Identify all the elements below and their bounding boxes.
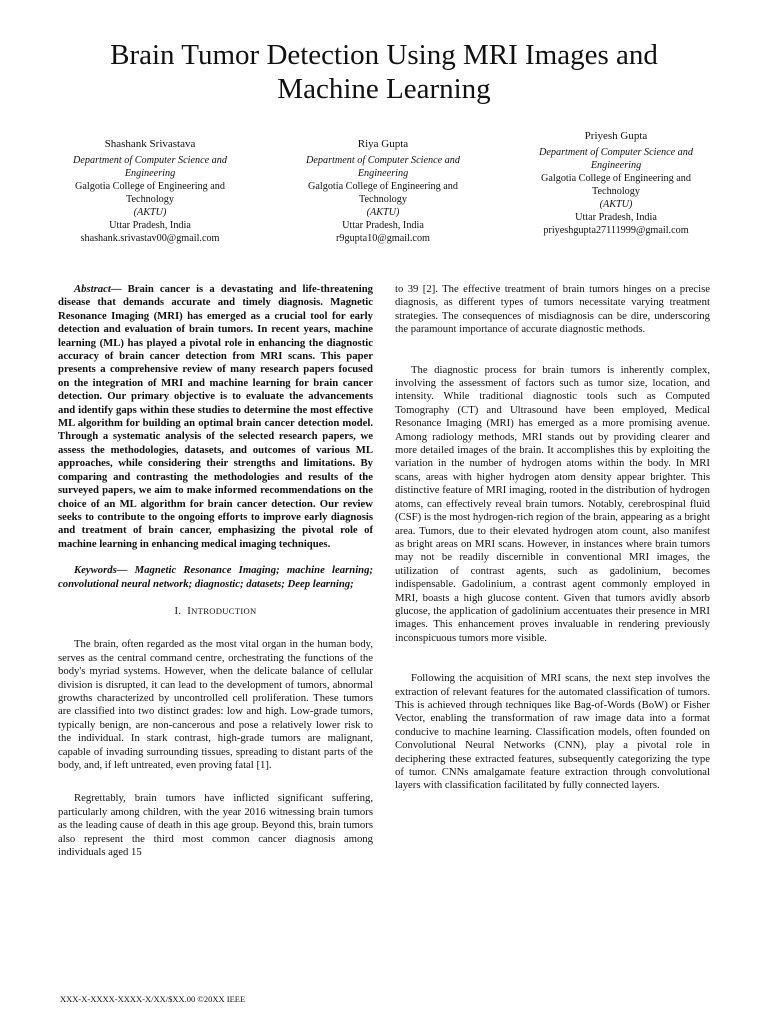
author-college: Galgotia College of Engineering and Technology — [308, 181, 458, 205]
author-department: Department of Computer Science and Engineering — [539, 147, 693, 171]
abstract-label: Abstract— — [74, 283, 122, 295]
right-column — [395, 283, 710, 793]
author-department: Department of Computer Science and Engineering — [306, 155, 460, 179]
keywords-text: Magnetic Resonance Imaging; machine learning; convolutional neural network; diagnostic; datasets; Deep learning; — [58, 564, 374, 590]
author-department: Department of Computer Science and Engineering — [73, 155, 227, 179]
abstract — [58, 283, 373, 551]
author-affiliation: (AKTU) — [133, 207, 167, 218]
author-email[interactable]: priyeshgupta27111999@gmail.com — [543, 225, 689, 236]
author-affiliation: (AKTU) — [366, 207, 400, 218]
author-name: Priyesh Gupta — [584, 130, 648, 142]
paper-title: Brain Tumor Detection Using MRI Images and Machine Learning — [110, 39, 658, 105]
abstract-text: Brain cancer is a devastating and life-threatening disease that demands accurate and timely diagnosis. Magnetic Resonance Imaging (MRI) has emerged as a crucial tool for early detection and evaluation of brain tumors. In recent years, machine learning (ML) has played a pivotal role in enhancing the diagnostic accuracy of brain cancer detection from MRI scans. This paper presents a comprehensive review of many research papers focused on the integration of MRI and machine learning for brain cancer detection. Our primary objective is to evaluate the advancements and identify gaps within these studies to determine the most effective ML algorithm for building an optimal brain cancer detection model. Through a systematic analysis of the selected research papers, we assess the methodologies, datasets, and outcomes of various ML approaches, while considering their strengths and limitations. By comparing and contrasting the methodologies and results of the surveyed papers, we aim to make informed recommendations on the choice of an ML algorithm for brain cancer detection. Our review seeks to contribute to the ongoing efforts to improve early diagnosis and treatment of brain cancer, emphasizing the pivotal role of machine learning in enhancing medical imaging techniques. — [58, 283, 373, 550]
keywords — [58, 564, 373, 591]
author-college: Galgotia College of Engineering and Technology — [541, 173, 691, 197]
intro-paragraph-2-continued: to 39 [2]. The effective treatment of brain tumors hinges on a precise diagnosis, as different types of tumors necessitate varying treatment strategies. The consequences of misdiagnosis can be dire, underscoring the paramount importance of accurate diagnostic methods. — [395, 283, 710, 336]
author-block-2 — [283, 138, 483, 245]
author-location: Uttar Pradesh, India — [109, 220, 191, 231]
section-heading-introduction — [58, 605, 373, 618]
author-email[interactable]: r9gupta10@gmail.com — [336, 233, 430, 244]
author-name: Riya Gupta — [357, 138, 409, 150]
section-number: I. — [174, 604, 182, 617]
intro-paragraph-1: The brain, often regarded as the most vital organ in the human body, serves as the central command centre, orchestrating the functions of the body's myriad systems. However, when the delicate balance of cellular division is disrupted, it can lead to the development of tumors, abnormal growths characterized by uncontrolled cell proliferation. These tumors are classified into two distinct grades: low and high. Low-grade tumors, typically benign, are non-cancerous and pose a relatively lower risk to the individual. In stark contrast, high-grade tumors are malignant, capable of invading surrounding tissues, spreading to distant parts of the body, and, if left untreated, even proving fatal [1]. — [58, 638, 373, 771]
author-location: Uttar Pradesh, India — [575, 212, 657, 223]
intro-paragraph-3: The diagnostic process for brain tumors is inherently complex, involving the assessment of factors such as tumor size, location, and intensity. While traditional diagnostic tools such as Computed Tomography (CT) and Ultrasound have been employed, Medical Resonance Imaging (MRI) has emerged as a more promising avenue. Among radiology methods, MRI stands out by providing clearer and more detailed images of the brain. It accomplishes this by exploiting the variation in the number of hydrogen atoms within the body. In MRI scans, areas with higher hydrogen atom density appear brighter. This distinctive feature of MRI imaging, rooted in the distribution of hydrogen atoms, can effectively reveal brain tumors. Notably, cerebrospinal fluid (CSF) is the most hydrogen-rich region of the brain, appearing as a bright area. Tumors, due to their elevated hydrogen atom count, also manifest as bright areas on MRI scans. However, in instances where brain tumors may not be readily discernible in conventional MRI images, the utilization of contrast agents, such as gadolinium, becomes indispensable. Gadolinium, a contrast agent commonly employed in MRI, boasts a high glucose content. Given that tumors avidly absorb glucose, the application of gadolinium accentuates their presence in MRI images. This enhancement proves invaluable in rendering previously inconspicuous tumors more visible. — [395, 363, 710, 644]
left-column — [58, 283, 373, 859]
author-email[interactable]: shashank.srivastav00@gmail.com — [80, 233, 220, 244]
keywords-label: Keywords— — [74, 564, 128, 577]
section-title-rest: NTRODUCTION — [191, 605, 257, 616]
author-block-3 — [516, 130, 716, 237]
author-name: Shashank Srivastava — [104, 138, 196, 150]
author-college: Galgotia College of Engineering and Technology — [75, 181, 225, 205]
copyright-footer: XXX-X-XXXX-XXXX-X/XX/$XX.00 ©20XX IEEE — [60, 994, 246, 1004]
author-affiliation: (AKTU) — [599, 199, 633, 210]
intro-paragraph-4: Following the acquisition of MRI scans, the next step involves the extraction of relevant features for the automated classification of tumors. This is achieved through techniques like Bag-of-Words (BoW) or Fisher Vector, enabling the transformation of raw image data into a format conducive to machine learning. Classification models, often founded on Convolutional Neural Networks (CNN), play a pivotal role in deciphering these extracted features, subsequently categorizing the type of tumor. CNNs amalgamate feature extraction through convolutional layers with classification facilitated by fully connected layers. — [395, 672, 710, 792]
author-location: Uttar Pradesh, India — [342, 220, 424, 231]
section-first-letter: I — [187, 604, 192, 617]
intro-paragraph-2: Regrettably, brain tumors have inflicted significant suffering, particularly among children, with the year 2016 witnessing brain tumors as the leading cause of death in this age group. Beyond this, brain tumors also represent the third most common cancer diagnosis among individuals aged 15 — [58, 792, 373, 859]
author-block-1 — [50, 138, 250, 245]
